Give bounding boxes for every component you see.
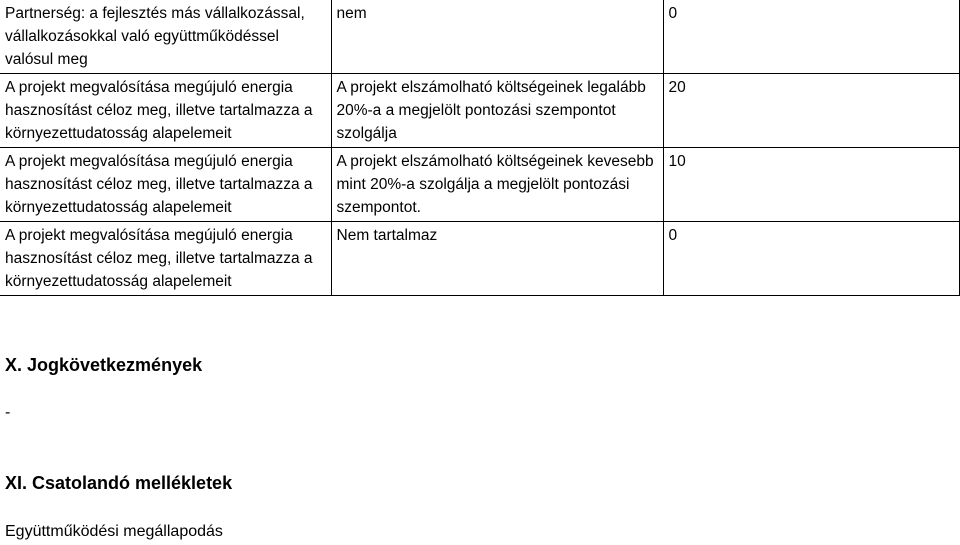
table-row [0, 0, 959, 74]
table-row [0, 148, 959, 222]
points-cell: 0 [663, 222, 959, 296]
criterion-cell: A projekt megvalósítása megújuló energia hasznosítást céloz meg, illetve tartalmazza a környezettudatosság alapelemeit [0, 74, 331, 148]
option-cell: A projekt elszámolható költségeinek legalább 20%-a a megjelölt pontozási szempontot szolgálja [331, 74, 663, 148]
points-cell: 0 [663, 0, 959, 74]
option-cell: Nem tartalmaz [331, 222, 663, 296]
points-cell: 20 [663, 74, 959, 148]
section-xi-content: Együttműködési megállapodás [5, 523, 223, 540]
option-cell: nem [331, 0, 663, 74]
section-x-heading: X. Jogkövetkezmények [5, 355, 203, 375]
option-cell: A projekt elszámolható költségeinek kevesebb mint 20%-a szolgálja a megjelölt pontozási szempontot. [331, 148, 663, 222]
section-xi-heading: XI. Csatolandó mellékletek [5, 473, 233, 493]
points-cell: 10 [663, 148, 959, 222]
criterion-cell: A projekt megvalósítása megújuló energia hasznosítást céloz meg, illetve tartalmazza a környezettudatosság alapelemeit [0, 148, 331, 222]
criterion-cell: Partnerség: a fejlesztés más vállalkozással, vállalkozásokkal való együttműködéssel valósul meg [0, 0, 331, 74]
criterion-cell: A projekt megvalósítása megújuló energia hasznosítást céloz meg, illetve tartalmazza a környezettudatosság alapelemeit [0, 222, 331, 296]
table-row [0, 222, 959, 296]
section-x-content: - [5, 404, 11, 421]
table-row [0, 74, 959, 148]
